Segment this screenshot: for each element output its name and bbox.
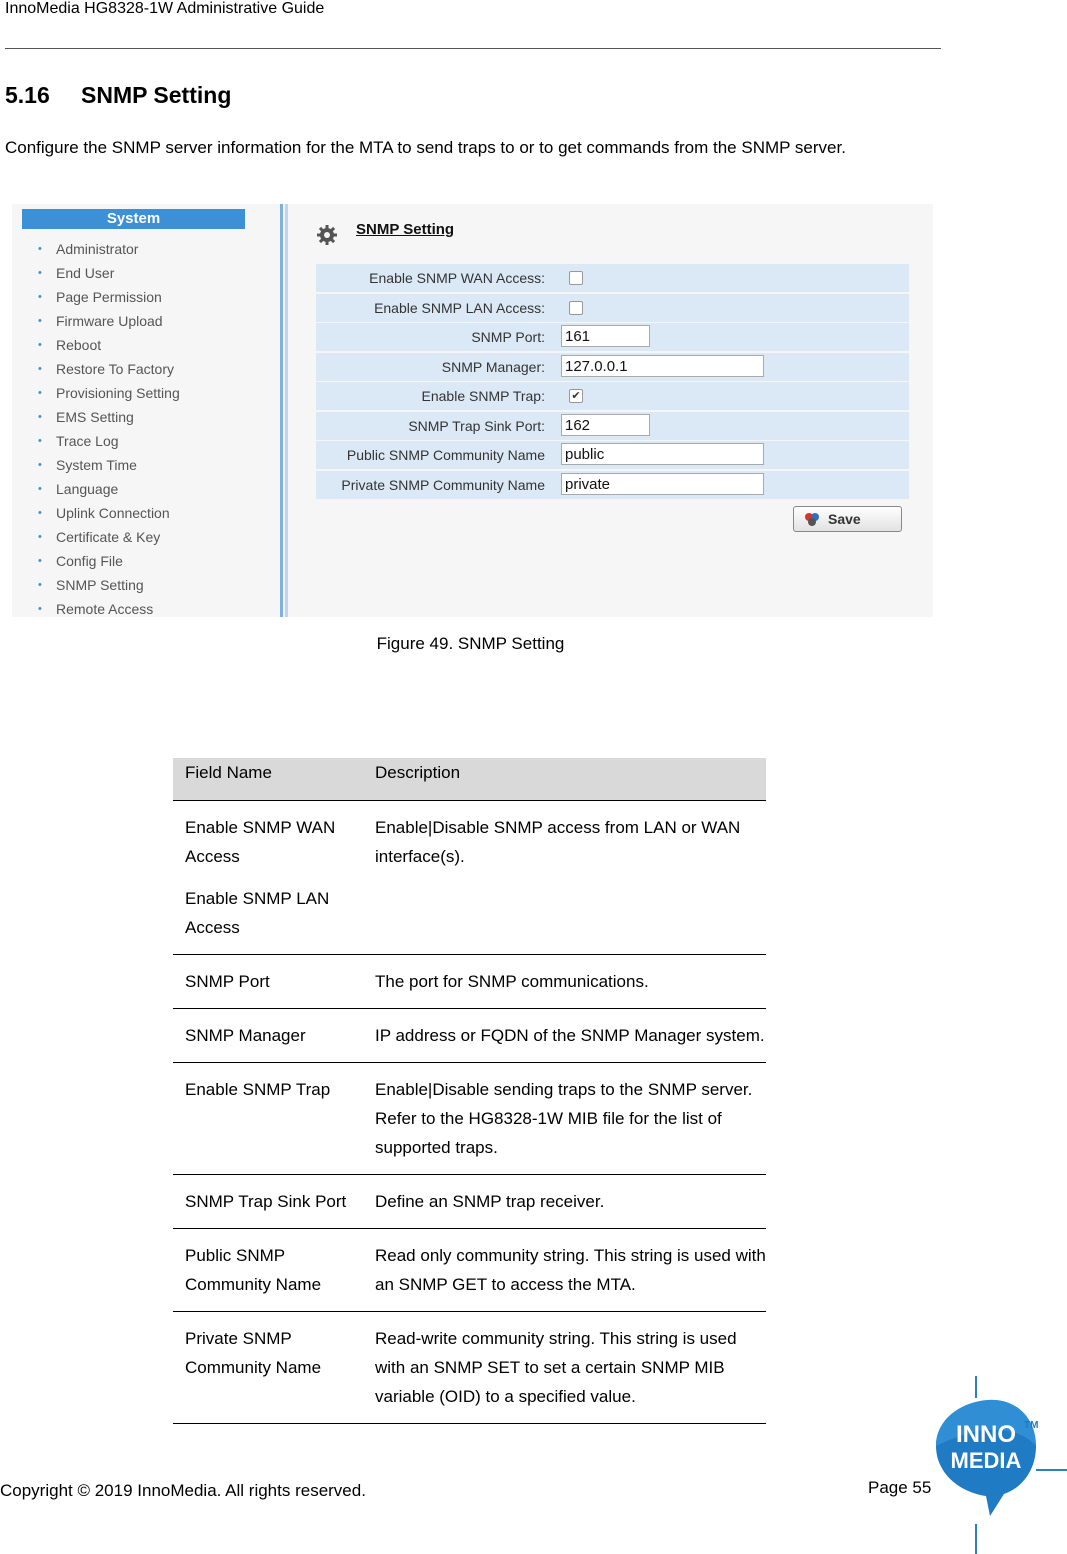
row-wan-access — [316, 264, 909, 292]
field-name: Enable SNMP LAN Access — [185, 889, 330, 937]
sidebar-item-reboot[interactable]: • Reboot — [38, 333, 180, 357]
row-public-community — [316, 441, 909, 469]
sidebar-item-end-user[interactable]: • End User — [38, 261, 180, 285]
bullet-icon: • — [38, 411, 42, 423]
wan-access-label: Enable SNMP WAN Access: — [369, 270, 545, 286]
sidebar-item-config-file[interactable]: • Config File — [38, 549, 180, 573]
sidebar-menu — [38, 237, 180, 621]
sidebar-item-language[interactable]: • Language — [38, 477, 180, 501]
bullet-icon: • — [38, 531, 42, 543]
table-row — [173, 1175, 766, 1229]
field-description: Read-write community string. This string is used with an SNMP SET to set a certain SNMP MIB variable (OID) to a specified value. — [363, 1312, 766, 1424]
section-intro: Configure the SNMP server information for the MTA to send traps to or to get commands from the SNMP server. — [5, 138, 846, 157]
save-button[interactable] — [793, 506, 902, 532]
table-row — [173, 1009, 766, 1063]
bullet-icon: • — [38, 243, 42, 255]
table-row — [173, 1063, 766, 1175]
sidebar-item-certificate-key[interactable]: • Certificate & Key — [38, 525, 180, 549]
table-row — [173, 1229, 766, 1312]
field-description: Enable|Disable SNMP access from LAN or WAN interface(s). — [363, 801, 766, 955]
innomedia-logo — [928, 1376, 1067, 1554]
field-name: Enable SNMP Trap — [173, 1063, 363, 1175]
bullet-icon: • — [38, 363, 42, 375]
document-header-title: InnoMedia HG8328-1W Administrative Guide — [5, 0, 325, 17]
snmp-screenshot-figure — [12, 204, 933, 617]
sidebar-item-snmp-setting[interactable]: • SNMP Setting — [38, 573, 180, 597]
logo-line1: INNO — [956, 1421, 1016, 1448]
trap-sink-port-input[interactable]: 162 — [561, 414, 650, 436]
public-community-input[interactable]: public — [561, 443, 764, 465]
snmp-port-label: SNMP Port: — [471, 329, 545, 345]
footer-copyright: Copyright © 2019 InnoMedia. All rights reserved. — [0, 1481, 366, 1500]
enable-trap-checkbox[interactable]: ✔ — [569, 389, 583, 403]
field-name: Private SNMP Community Name — [173, 1312, 363, 1424]
bullet-icon: • — [38, 435, 42, 447]
row-lan-access — [316, 294, 909, 322]
enable-trap-label: Enable SNMP Trap: — [421, 388, 545, 404]
logo-line2: MEDIA — [950, 1448, 1022, 1473]
row-snmp-manager — [316, 353, 909, 381]
row-enable-trap — [316, 382, 909, 410]
section-title: SNMP Setting — [81, 82, 232, 108]
table-header-description: Description — [363, 758, 766, 801]
figure-caption: Figure 49. SNMP Setting — [376, 634, 565, 653]
snmp-manager-input[interactable]: 127.0.0.1 — [561, 355, 764, 377]
section-number: 5.16 — [5, 82, 50, 108]
bullet-icon: • — [38, 603, 42, 615]
panel-title: SNMP Setting — [356, 221, 455, 238]
bullet-icon: • — [38, 315, 42, 327]
field-name: SNMP Port — [173, 955, 363, 1009]
logo-trademark: TM — [1024, 1420, 1039, 1431]
snmp-port-input[interactable]: 161 — [561, 325, 650, 347]
save-button-label: Save — [828, 511, 861, 527]
sidebar-item-system-time[interactable]: • System Time — [38, 453, 180, 477]
bullet-icon: • — [38, 579, 42, 591]
panel-divider-light — [285, 204, 288, 617]
bullet-icon: • — [38, 483, 42, 495]
field-description: Define an SNMP trap receiver. — [363, 1175, 766, 1229]
gear-icon — [316, 224, 338, 246]
sidebar-item-uplink-connection[interactable]: • Uplink Connection — [38, 501, 180, 525]
snmp-form — [316, 264, 909, 500]
bullet-icon: • — [38, 507, 42, 519]
field-description: IP address or FQDN of the SNMP Manager system. — [363, 1009, 766, 1063]
field-description: The port for SNMP communications. — [363, 955, 766, 1009]
public-community-label: Public SNMP Community Name — [346, 447, 545, 463]
sidebar-title: System — [22, 209, 245, 229]
row-trap-sink-port — [316, 412, 909, 440]
bullet-icon: • — [38, 339, 42, 351]
bullet-icon: • — [38, 291, 42, 303]
table-header-row — [173, 758, 766, 801]
lan-access-checkbox[interactable] — [569, 301, 583, 315]
panel-divider — [280, 204, 283, 617]
trap-sink-port-label: SNMP Trap Sink Port: — [408, 417, 545, 434]
sidebar-item-administrator[interactable]: • Administrator — [38, 237, 180, 261]
field-name: SNMP Manager — [173, 1009, 363, 1063]
wan-access-checkbox[interactable] — [569, 271, 583, 285]
bullet-icon: • — [38, 387, 42, 399]
bullet-icon: • — [38, 267, 42, 279]
bullet-icon: • — [38, 459, 42, 471]
snmp-manager-label: SNMP Manager: — [441, 358, 545, 375]
row-snmp-port — [316, 323, 909, 351]
row-private-community — [316, 471, 909, 499]
sidebar-item-page-permission[interactable]: • Page Permission — [38, 285, 180, 309]
table-row — [173, 1312, 766, 1424]
save-icon — [804, 512, 820, 526]
sidebar-item-provisioning-setting[interactable]: • Provisioning Setting — [38, 381, 180, 405]
table-row — [173, 801, 766, 955]
table-row — [173, 955, 766, 1009]
lan-access-label: Enable SNMP LAN Access: — [374, 299, 545, 316]
bullet-icon: • — [38, 555, 42, 567]
private-community-label: Private SNMP Community Name — [341, 476, 545, 493]
field-description-table — [173, 758, 766, 1424]
field-name-cell — [173, 801, 363, 955]
footer-page-number: Page 55 — [868, 1478, 932, 1497]
private-community-input[interactable]: private — [561, 473, 764, 495]
field-description: Enable|Disable sending traps to the SNMP server. Refer to the HG8328-1W MIB file for the list of supported traps. — [363, 1063, 766, 1175]
sidebar-item-remote-access[interactable]: • Remote Access — [38, 597, 180, 621]
sidebar-item-trace-log[interactable]: • Trace Log — [38, 429, 180, 453]
sidebar-item-restore-to-factory[interactable]: • Restore To Factory — [38, 357, 180, 381]
field-name: Public SNMP Community Name — [173, 1229, 363, 1312]
field-name: SNMP Trap Sink Port — [173, 1175, 363, 1229]
sidebar-item-firmware-upload[interactable]: • Firmware Upload — [38, 309, 180, 333]
field-name: Enable SNMP WAN Access — [185, 818, 336, 866]
header-divider — [5, 48, 941, 49]
table-header-field-name: Field Name — [173, 758, 363, 801]
section-heading — [5, 82, 231, 109]
field-description: Read only community string. This string is used with an SNMP GET to access the MTA. — [363, 1229, 766, 1312]
sidebar-item-ems-setting[interactable]: • EMS Setting — [38, 405, 180, 429]
